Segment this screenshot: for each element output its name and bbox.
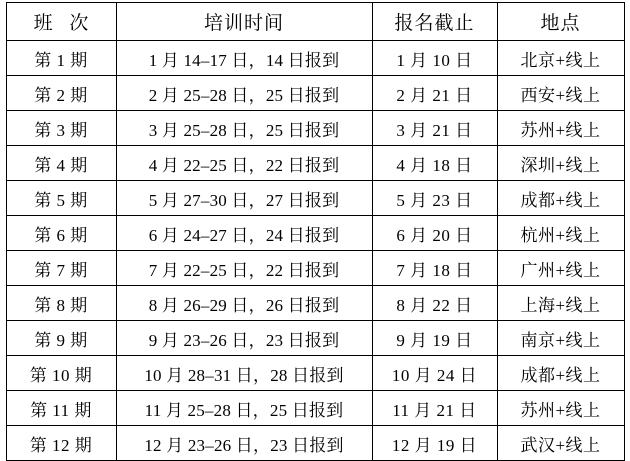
table-row [6,321,624,356]
cell-term: 第 3 期 [6,111,116,146]
table-row [6,426,624,461]
cell-training-time: 3 月 25–28 日，25 日报到 [116,111,372,146]
cell-location: 西安+线上 [497,76,624,111]
table-row [6,181,624,216]
table-row [6,216,624,251]
cell-registration-deadline: 10 月 24 日 [372,356,497,391]
cell-location: 苏州+线上 [497,391,624,426]
cell-term: 第 12 期 [6,426,116,461]
column-header-term: 班 次 [6,3,116,41]
cell-term: 第 11 期 [6,391,116,426]
cell-location: 南京+线上 [497,321,624,356]
cell-training-time: 5 月 27–30 日，27 日报到 [116,181,372,216]
table-row [6,251,624,286]
cell-registration-deadline: 2 月 21 日 [372,76,497,111]
table-row [6,391,624,426]
cell-registration-deadline: 12 月 19 日 [372,426,497,461]
table-header-row [6,3,624,41]
table-row [6,286,624,321]
cell-location: 苏州+线上 [497,111,624,146]
table-body [6,41,624,461]
cell-training-time: 8 月 26–29 日，26 日报到 [116,286,372,321]
table-header [6,3,624,41]
cell-training-time: 2 月 25–28 日，25 日报到 [116,76,372,111]
cell-registration-deadline: 1 月 10 日 [372,41,497,76]
cell-term: 第 8 期 [6,286,116,321]
cell-training-time: 12 月 23–26 日，23 日报到 [116,426,372,461]
column-header-registration-deadline: 报名截止 [372,3,497,41]
table-row [6,146,624,181]
cell-registration-deadline: 6 月 20 日 [372,216,497,251]
cell-location: 广州+线上 [497,251,624,286]
table-row [6,111,624,146]
cell-training-time: 10 月 28–31 日，28 日报到 [116,356,372,391]
cell-term: 第 5 期 [6,181,116,216]
cell-location: 上海+线上 [497,286,624,321]
cell-training-time: 4 月 22–25 日，22 日报到 [116,146,372,181]
table-row [6,41,624,76]
cell-term: 第 2 期 [6,76,116,111]
cell-training-time: 11 月 25–28 日，25 日报到 [116,391,372,426]
cell-term: 第 1 期 [6,41,116,76]
cell-location: 北京+线上 [497,41,624,76]
cell-location: 杭州+线上 [497,216,624,251]
cell-term: 第 7 期 [6,251,116,286]
table-row [6,76,624,111]
cell-training-time: 7 月 22–25 日，22 日报到 [116,251,372,286]
cell-location: 成都+线上 [497,356,624,391]
cell-location: 武汉+线上 [497,426,624,461]
cell-term: 第 10 期 [6,356,116,391]
column-header-location: 地点 [497,3,624,41]
cell-location: 深圳+线上 [497,146,624,181]
cell-training-time: 9 月 23–26 日，23 日报到 [116,321,372,356]
cell-location: 成都+线上 [497,181,624,216]
cell-registration-deadline: 5 月 23 日 [372,181,497,216]
cell-training-time: 1 月 14–17 日，14 日报到 [116,41,372,76]
cell-term: 第 9 期 [6,321,116,356]
cell-registration-deadline: 9 月 19 日 [372,321,497,356]
training-schedule-table [6,2,625,461]
table-row [6,356,624,391]
cell-registration-deadline: 4 月 18 日 [372,146,497,181]
cell-term: 第 6 期 [6,216,116,251]
cell-term: 第 4 期 [6,146,116,181]
cell-registration-deadline: 8 月 22 日 [372,286,497,321]
cell-training-time: 6 月 24–27 日，24 日报到 [116,216,372,251]
cell-registration-deadline: 7 月 18 日 [372,251,497,286]
cell-registration-deadline: 3 月 21 日 [372,111,497,146]
column-header-training-time: 培训时间 [116,3,372,41]
cell-registration-deadline: 11 月 21 日 [372,391,497,426]
